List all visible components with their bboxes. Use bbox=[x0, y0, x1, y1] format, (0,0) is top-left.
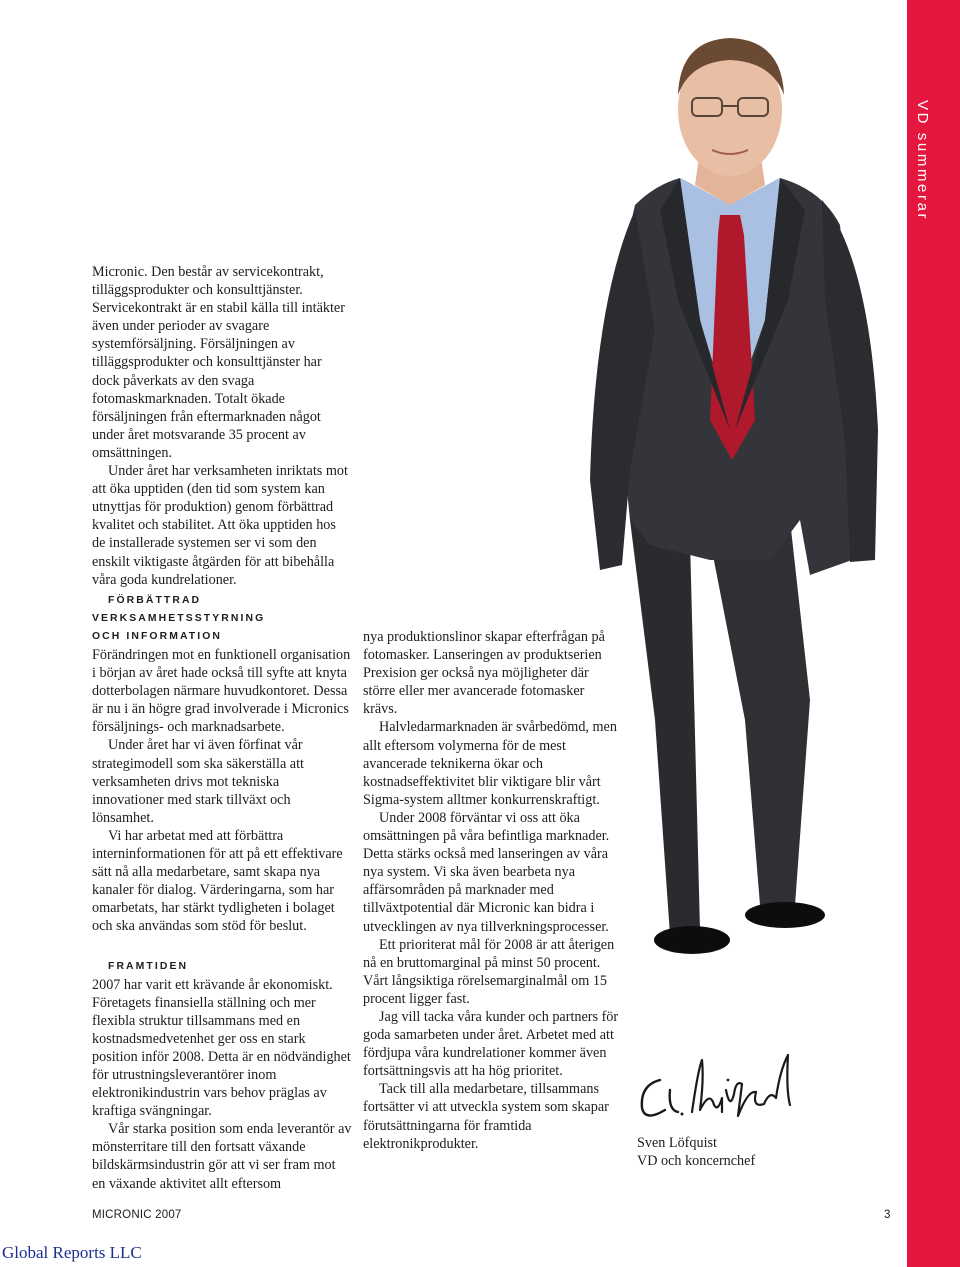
handwritten-signature bbox=[630, 1050, 810, 1130]
section-heading: FRAMTIDEN bbox=[108, 960, 189, 972]
signatory-title: VD och koncernchef bbox=[637, 1153, 756, 1169]
body-paragraph: Förändringen mot en funktionell organisation i början av året hade också till syfte att knyta dotterbolagen närmare huvudkontoret. Dessa är nu i än högre grad involverade i Micronics försäljnings- och marknadsarbete. bbox=[92, 647, 351, 736]
body-paragraph: Under 2008 förväntar vi oss att öka omsättningen på våra befintliga marknader. Detta stärks också med lanseringen av våra nya system. Vi ska även bearbeta nya affärsområden på marknader med tillväxtpotential där Micronic kan bidra i utvecklingen av nya tillverkningsprocesser. bbox=[363, 809, 610, 935]
body-paragraph: 2007 har varit ett krävande år ekonomiskt. Företagets finansiella ställning och mer flexibla struktur tillsammans med en kostnadsmedvetenhet ger oss en stark position inför 2008. Detta är en nödvändighet för utrustningsleverantörer inom elektronikindustrin vars behov präglas av kraftiga svängningar. bbox=[92, 976, 351, 1120]
body-paragraph: nya produktionslinor skapar efterfrågan på fotomasker. Lanseringen av produktserien Prexision ger också nya möjligheter där större eller mer avancerade fotomasker krävs. bbox=[363, 629, 605, 718]
footer-brand: MICRONIC 2007 bbox=[92, 1209, 182, 1221]
side-label: VD summerar bbox=[914, 100, 931, 222]
body-paragraph: Vi har arbetat med att förbättra interninformationen för att på ett effektivare sätt nå alla medarbetare, samt skapa nya kanaler för dialog. Värderingarna, som har omarbetats, har stärkt tydligheten i bolaget och ska användas som stöd för beslut. bbox=[92, 827, 343, 935]
body-paragraph: Jag vill tacka våra kunder och partners för goda samarbeten under året. Arbetet med att fördjupa våra kundrelationer kommer även fortsättningsvis att ha hög prioritet. bbox=[363, 1008, 619, 1080]
body-paragraph: Under året har vi även förfinat vår strategimodell som ska säkerställa att verksamheten drivs mot tekniska innovationer med stark tillväxt och lönsamhet. bbox=[92, 737, 304, 826]
watermark: Global Reports LLC bbox=[2, 1243, 142, 1262]
body-paragraph: Ett prioriterat mål för 2008 är att återigen nå en bruttomarginal på minst 50 procent. Vårt långsiktiga rörelsemarginalmål om 15 procent ligger fast. bbox=[363, 936, 615, 1007]
intro-column bbox=[92, 263, 350, 589]
section-heading-line: FÖRBÄTTRAD VERKSAMHETSSTYRNING bbox=[92, 595, 266, 624]
left-column bbox=[92, 592, 352, 1193]
signature-block bbox=[637, 1134, 755, 1170]
page-number: 3 bbox=[884, 1209, 891, 1221]
intro-paragraph: Under året har verksamheten inriktats mot att öka upptiden (den tid som system kan utnyttjas för produktion) genom förbättrad kvalitet och stabilitet. Att öka upptiden hos de installerade systemen ser vi som den enskilt viktigaste åtgärden för att bibehålla våra goda kundrelationer. bbox=[92, 463, 348, 588]
intro-paragraph: Micronic. Den består av servicekontrakt, tilläggsprodukter och konsulttjänster. Servicekontrakt är en stabil källa till intäkter även under perioder av svagare systemförsäljning. Försäljningen av tilläggsprodukter och konsulttjänster har dock påverkats av den svaga fotomaskmarknaden. Totalt ökade försäljningen från eftermarknaden något under året motsvarande 35 procent av omsättningen. bbox=[92, 264, 345, 461]
section-heading-line: OCH INFORMATION bbox=[92, 631, 223, 642]
section-heading bbox=[92, 592, 352, 646]
body-paragraph: Tack till alla medarbetare, tillsammans fortsätter vi att utveckla system som skapar förutsättningarna för framtida elektronikprodukter. bbox=[363, 1081, 609, 1152]
body-paragraph: Halvledarmarknaden är svårbedömd, men allt eftersom volymerna för de mest avancerade teknikerna ökar och kostnadseffektivitet blir viktigare blir vårt Sigma-system alltmer konkurrenskraftigt. bbox=[363, 719, 617, 808]
right-column bbox=[363, 628, 619, 1153]
signatory-name: Sven Löfquist bbox=[637, 1135, 717, 1151]
body-paragraph: Vår starka position som enda leverantör av mönsterritare till den fortsatt växande bildskärmsindustrin gör att vi ser fram mot en växande aktivitet allt eftersom bbox=[92, 1121, 352, 1192]
